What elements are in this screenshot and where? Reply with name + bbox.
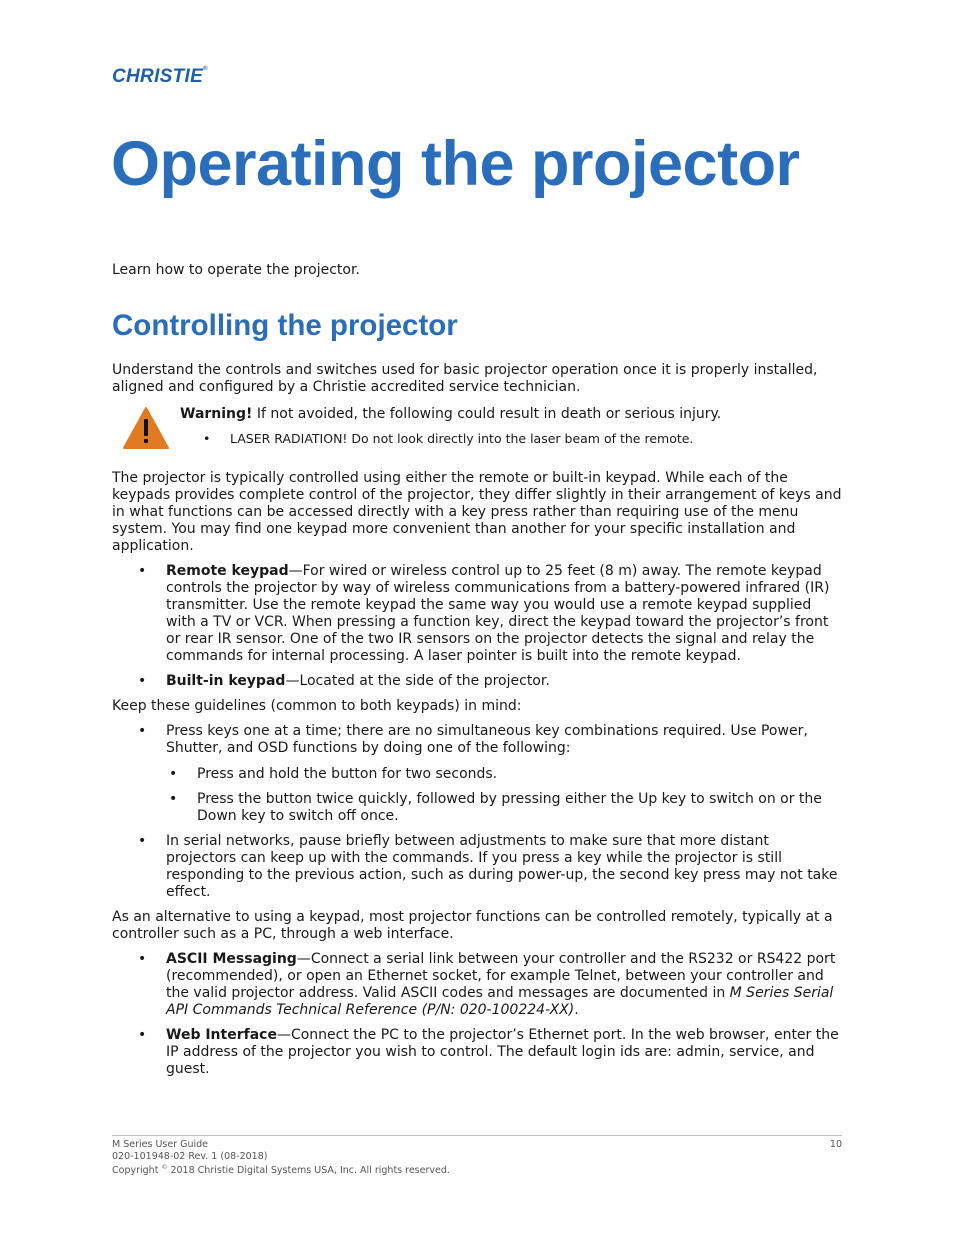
sub-list (166, 766, 842, 825)
keypad-list (112, 563, 842, 690)
page-number: 10 (829, 1139, 842, 1150)
christie-logo: CHRISTIE® (112, 66, 208, 87)
warning-item: • LASER RADIATION! Do not look directly into the laser beam of the remote. (203, 431, 694, 446)
section-title: Controlling the projector (112, 309, 458, 342)
guidelines-list (112, 723, 842, 901)
list-item-serial-networks: • In serial networks, pause briefly between adjustments to make sure that more distant projectors can keep up with the commands. If you press a key while the projector is still responding to the previous action, such as during power-up, the second key press may not take effect. (138, 833, 838, 900)
page-title: Operating the projector (111, 129, 800, 199)
intro-text: Learn how to operate the projector. (112, 262, 360, 278)
guidelines-paragraph: Keep these guidelines (common to both keypads) in mind: (112, 698, 522, 714)
list-item-ascii-messaging: • ASCII Messaging—Connect a serial link between your controller and the RS232 or RS422 port (recommended), or open an Ethernet socket, for example Telnet, between your controller and the valid projector address. Valid ASCII codes and messages are documented in M Series Serial API Commands Technical Reference (P/N: 020-100224-XX). (138, 951, 836, 1018)
list-item-web-interface: • Web Interface—Connect the PC to the projector’s Ethernet port. In the web browser, enter the IP address of the projector you wish to control. The default login ids are: admin, service, and guest. (138, 1027, 839, 1077)
list-item-remote-keypad: • Remote keypad—For wired or wireless control up to 25 feet (8 m) away. The remote keypad controls the projector by way of wireless communications from a battery-powered infrared (IR) transmitter. Use the remote keypad the same way you would use a remote keypad supplied with a TV or VCR. When pressing a function key, direct the keypad toward the projector’s front or rear IR sensor. One of the two IR sensors on the projector detects the signal and relay the commands for internal processing. A laser pointer is built into the remote keypad. (138, 563, 830, 664)
warning-label: Warning! (180, 406, 253, 422)
sub-list-item: • Press the button twice quickly, followed by pressing either the Up key to switch on or the Down key to switch off once. (169, 791, 822, 824)
section-lead: Understand the controls and switches used for basic projector operation once it is properly installed, aligned and configured by a Christie accredited service technician. (112, 362, 818, 395)
warning-block (112, 406, 842, 456)
remote-control-list (112, 951, 842, 1078)
footer-doc-title: M Series User Guide (112, 1139, 209, 1150)
alternative-paragraph: As an alternative to using a keypad, most projector functions can be controlled remotely, typically at a controller such as a PC, through a web interface. (112, 909, 833, 942)
footer-doc-number: 020-101948-02 Rev. 1 (08-2018) (112, 1150, 268, 1162)
list-item-built-in-keypad: • Built-in keypad—Located at the side of the projector. (138, 673, 550, 689)
sub-list-item: • Press and hold the button for two seconds. (169, 766, 498, 782)
page-content (112, 262, 842, 1086)
page-footer (112, 1135, 842, 1177)
footer-copyright: Copyright © 2018 Christie Digital Systems USA, Inc. All rights reserved. (112, 1164, 450, 1177)
warning-text: Warning! If not avoided, the following could result in death or serious injury. (180, 406, 722, 422)
keypads-paragraph: The projector is typically controlled using either the remote or built-in keypad. While each of the keypads provides complete control of the projector, they differ slightly in their arrangement of keys and in what functions can be accessed directly with a key press rather than requiring use of the menu system. You may find one keypad more convenient than another for your specific installation and application. (112, 470, 842, 554)
reference-title: M Series Serial API Commands Technical Reference (P/N: 020-100224-XX) (166, 985, 834, 1018)
list-item-press-keys: • Press keys one at a time; there are no simultaneous key combinations required. Use Power, Shutter, and OSD functions by doing one of the following: • Press and hold the button for two seconds. • Press the button twice quickly, followed by pressing either the Up key to switch on or the Down key to switch off once. (112, 723, 842, 825)
warning-triangle-icon (122, 406, 170, 450)
